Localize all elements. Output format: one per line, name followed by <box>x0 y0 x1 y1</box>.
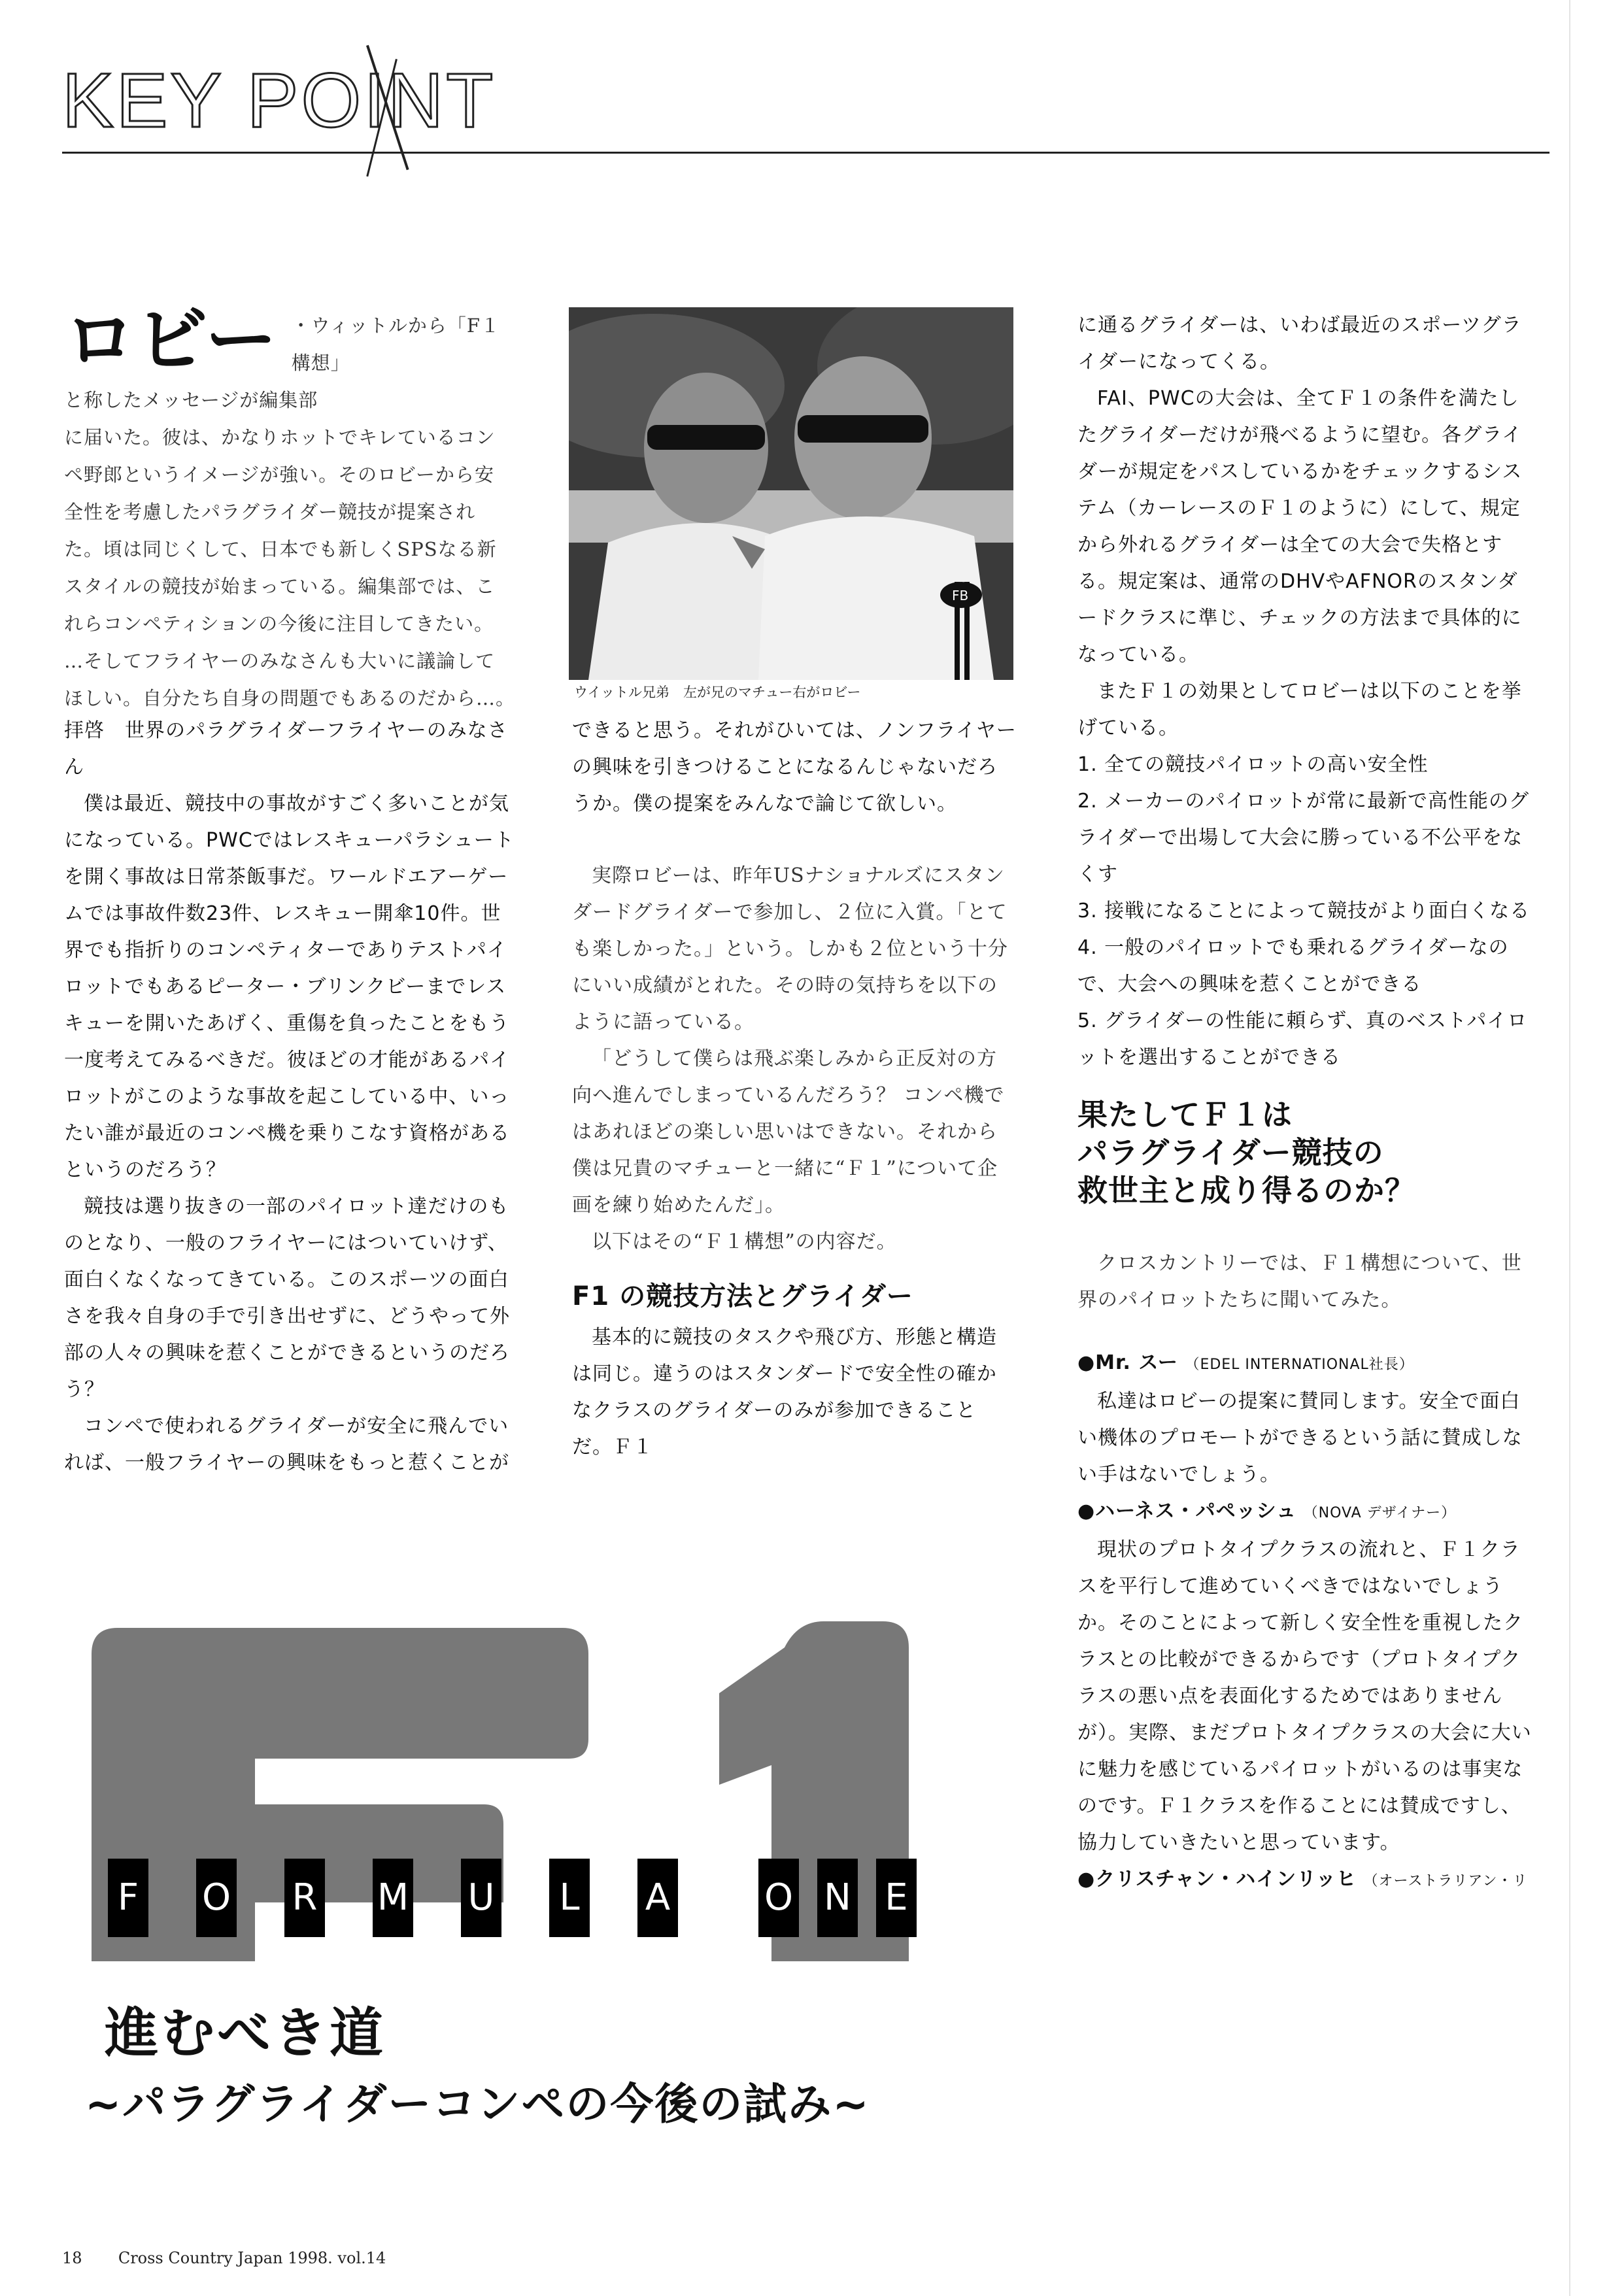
section-title: KEY POINT <box>62 58 496 144</box>
intro-line: スタイルの競技が始まっている。編集部では、こ <box>64 575 496 598</box>
list-item: 3. 接戦になることによって競技がより面白くなる <box>1077 900 1531 922</box>
interviewee-heading <box>1077 1493 1535 1532</box>
photo-caption: ウイットル兄弟 左が兄のマチュー右がロビー <box>574 684 861 700</box>
interviewee-comment: 私達はロビーの提案に賛同します。安全で面白い機体のプロモートができるという話に賛成しない手はないでしょう。 <box>1077 1390 1523 1486</box>
intro-line: ・ウィットルから「F１構想」 <box>291 314 500 374</box>
letter-greeting: 拝啓 世界のパラグライダーフライヤーのみなさん <box>64 719 508 779</box>
paragraph: 実際ロビーは、昨年USナショナルズにスタンダードグライダーで参加し、２位に入賞。「とても楽しかった。」という。しかも２位という十分にいい成績がとれた。その時の気持ちを以下のように語っている。 <box>572 864 1008 1034</box>
column-1 <box>64 713 515 1481</box>
formula-letter: M <box>373 1859 413 1937</box>
intro-dropcap: ロビー <box>64 298 277 382</box>
interviewee-name: ●ハーネス・パペッシュ <box>1077 1500 1297 1523</box>
shirt-logo: FB <box>952 588 969 603</box>
formula-letter: E <box>876 1859 917 1937</box>
interviewee-name: ●Mr. スー <box>1077 1351 1178 1374</box>
interviewee-role: （オーストラリアン・リ <box>1363 1873 1528 1889</box>
paragraph: 僕は最近、競技中の事故がすごく多いことが気になっている。PWCではレスキューパラシュートを開く事故は日常茶飯事だ。ワールドエアーゲームでは事故件数23件、レスキュー開傘10件。世界でも指折りのコンペティターでありテストパイロットでもあるピーター・ブリンクビーまでレスキューを開いたあげく、重傷を負ったことをもう一度考えてみるべきだ。彼ほどの才能があるパイロットがこのような事故を起こしている中、いったい誰が最近のコンペ機を乗りこなす資格があるというのだろう？ <box>64 792 515 1181</box>
formula-letter: U <box>461 1859 501 1937</box>
intro-line: 全性を考慮したパラグライダー競技が提案され <box>64 501 476 523</box>
interviewee-comment: 現状のプロトタイプクラスの流れと、Ｆ１クラスを平行して進めていくべきではないでしょうか。そのことによって新しく安全性を重視したクラスとの比較ができるからです（プロトタイプクラスの悪い点を表面化するためではありませんが）。実際、まだプロトタイプクラスの大会に大いに魅力を感じているパイロットがいるのは事実なのです。Ｆ１クラスを作ることには賛成ですし、協力していきたいと思っています。 <box>1077 1538 1532 1854</box>
list-item: 1. 全ての競技パイロットの高い安全性 <box>1077 753 1429 776</box>
intro-line: た。頃は同じくして、日本でも新しくSPSなる新 <box>64 538 497 560</box>
paragraph: できると思う。それがひいては、ノンフライヤーの興味を引きつけることになるんじゃないだろうか。僕の提案をみんなで論じて欲しい。 <box>572 719 1017 815</box>
interviewee-name: ●クリスチャン・ハインリッヒ <box>1077 1868 1357 1891</box>
interviewee-heading <box>1077 1861 1535 1900</box>
photo-whittall-brothers <box>569 307 1013 680</box>
column-2 <box>572 713 1017 1466</box>
page-edge <box>1569 0 1570 2296</box>
paragraph: 以下はその“Ｆ１構想”の内容だ。 <box>592 1230 897 1253</box>
interview-lead: クロスカントリーでは、Ｆ１構想について、世界のパイロットたちに聞いてみた。 <box>1077 1252 1522 1311</box>
heading-line: 果たしてＦ１は <box>1077 1097 1293 1132</box>
intro-line: ほしい。自分たち自身の問題でもあるのだから…。 <box>64 687 516 709</box>
page-footer <box>62 2249 386 2267</box>
intro-line: …そしてフライヤーのみなさんも大いに議論して <box>64 650 496 672</box>
formula-letter: O <box>196 1859 237 1937</box>
big-f-shape <box>92 1628 588 1961</box>
intro-line: ペ野郎というイメージが強い。そのロビーから安 <box>64 464 494 486</box>
list-item: 4. 一般のパイロットでも乗れるグライダーなので、大会への興味を惹くことができる <box>1077 936 1509 996</box>
heading-line: 救世主と成り得るのか？ <box>1077 1173 1415 1208</box>
column-3 <box>1077 307 1535 1900</box>
intro-line: れらコンペティションの今後に注目してきたい。 <box>64 613 494 635</box>
paragraph: またＦ１の効果としてロビーは以下のことを挙げている。 <box>1077 680 1522 739</box>
photo-illustration <box>569 307 1013 680</box>
intro-line: と称したメッセージが編集部 <box>64 389 318 411</box>
magazine-credit: Cross Country Japan 1998. vol.14 <box>118 2249 386 2267</box>
paragraph: コンペで使われるグライダーが安全に飛んでいれば、一般フライヤーの興味をもっと惹くことが <box>64 1415 510 1474</box>
paragraph: に通るグライダーは、いわば最近のスポーツグライダーになってくる。 <box>1077 314 1522 373</box>
page-number: 18 <box>62 2249 82 2267</box>
interviewee-role: （NOVA デザイナー） <box>1303 1505 1457 1521</box>
formula-letter: A <box>637 1859 678 1937</box>
paragraph: 競技は選り抜きの一部のパイロット達だけのものとなり、一般のフライヤーにはついていけず、面白くなくなってきている。このスポーツの面白さを我々自身の手で引き出せずに、どうやって外部の人々の興味を惹くことができるというのだろう？ <box>64 1195 510 1401</box>
list-item: 5. グライダーの性能に頼らず、真のベストパイロットを選出することができる <box>1077 1009 1528 1069</box>
interviewee-role: （EDEL INTERNATIONAL社長） <box>1185 1357 1414 1373</box>
interviewee-heading <box>1077 1345 1535 1383</box>
formula-letter: F <box>108 1859 148 1937</box>
paragraph: 「どうして僕らは飛ぶ楽しみから正反対の方向へ進んでしまっているんだろう？ コンペ機ではあれほどの楽しい思いはできない。それから僕は兄貴のマチューと一緒に“Ｆ１”について企画を練り始めたんだ」。 <box>572 1047 1005 1217</box>
paragraph: 基本的に競技のタスクや飛び方、形態と構造は同じ。違うのはスタンダードで安全性の確かなクラスのグライダーのみが参加できることだ。Ｆ１ <box>572 1326 997 1459</box>
formula-letter: O <box>758 1859 799 1937</box>
section-heading <box>1077 1096 1535 1209</box>
list-item: 2. メーカーのパイロットが常に最新で高性能のグライダーで出場して大会に勝っている不公平をなくす <box>1077 790 1529 886</box>
heading-line: パラグライダー競技の <box>1077 1135 1384 1170</box>
subheading-f1-method: F1 の競技方法とグライダー <box>572 1281 913 1311</box>
feature-subtitle: ~パラグライダーコンペの今後の試み~ <box>85 2079 870 2129</box>
formula-letter: R <box>284 1859 325 1937</box>
formula-letter: L <box>549 1859 590 1937</box>
intro-block <box>64 298 516 717</box>
paragraph: FAI、PWCの大会は、全てＦ１の条件を満たしたグライダーだけが飛べるように望む。各グライダーが規定をパスしているかをチェックするシステム（カーレースのＦ１のように）にして、規定から外れるグライダーは全ての大会で失格とする。規定案は、通常のDHVやAFNORのスタンダードクラスに準じ、チェックの方法まで具体的になっている。 <box>1077 387 1523 666</box>
header-rule <box>62 152 1550 154</box>
formula-letter: N <box>817 1859 858 1937</box>
intro-line: に届いた。彼は、かなりホットでキレているコン <box>64 426 496 448</box>
feature-title: 進むべき道 <box>105 2002 386 2065</box>
